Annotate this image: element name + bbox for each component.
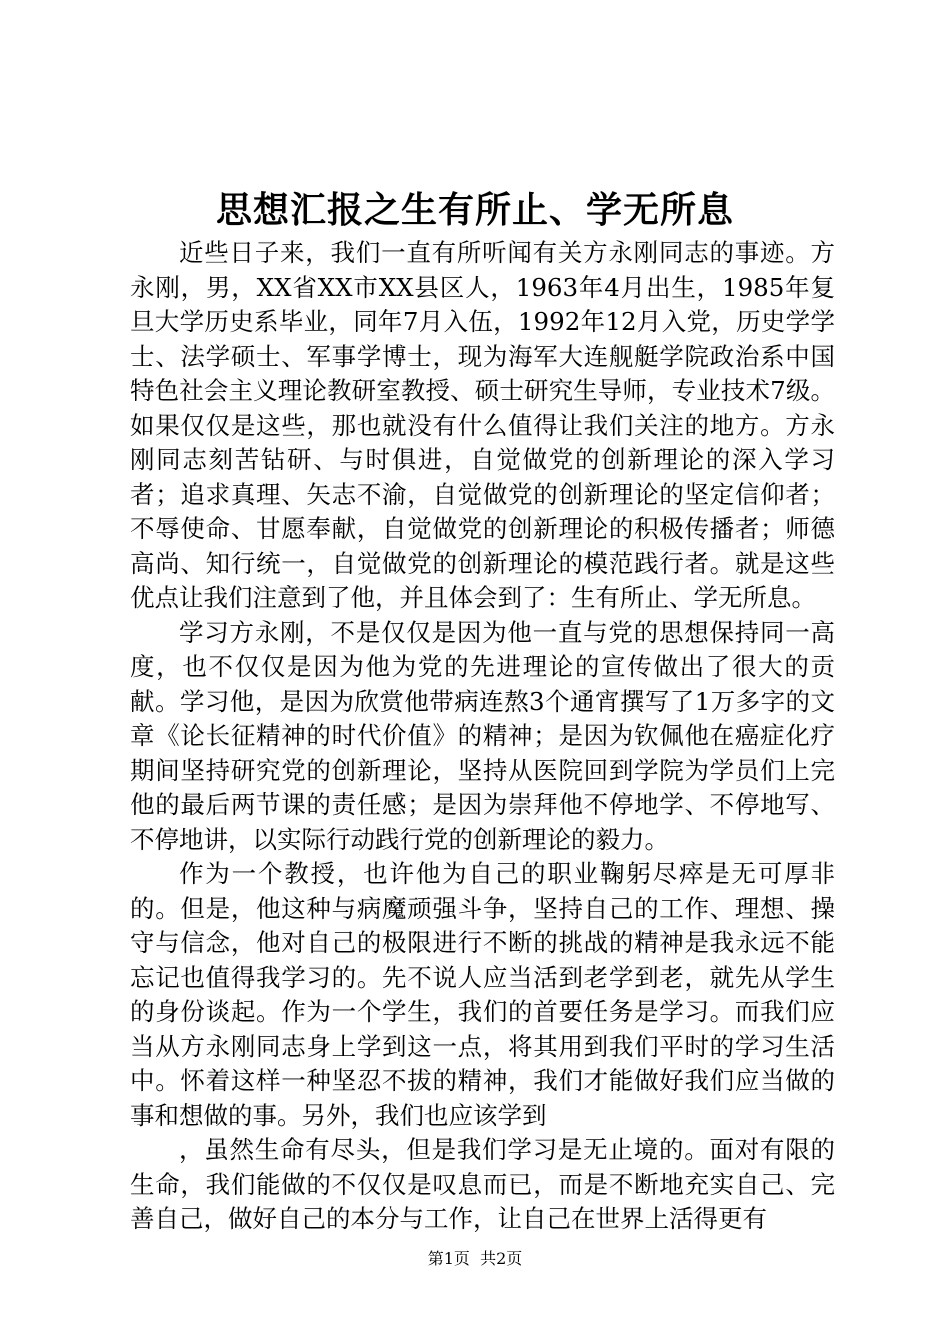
paragraph: 作为一个教授，也许他为自己的职业鞠躬尽瘁是无可厚非的。但是，他这种与病魔顽强斗争，坚持自己的工作、理想、操守与信念，他对自己的极限进行不断的挑战的精神是我永远不能忘记也值得我学习的。先不说人应当活到老学到老，就先从学生的身份谈起。作为一个学生，我们的首要任务是学习。而我们应当从方永刚同志身上学到这一点，将其用到我们平时的学习生活中。怀着这样一种坚忍不拔的精神，我们才能做好我们应当做的事和想做的事。另外，我们也应该学到	[130, 859, 835, 1130]
document-body	[130, 236, 835, 1237]
paragraph: 近些日子来，我们一直有所听闻有关方永刚同志的事迹。方永刚，男，XX省XX市XX县区人，1963年4月出生，1985年复旦大学历史系毕业，同年7月入伍，1992年12月入党，历史学学士、法学硕士、军事学博士，现为海军大连舰艇学院政治系中国特色社会主义理论教研室教授、硕士研究生导师，专业技术7级。如果仅仅是这些，那也就没有什么值得让我们关注的地方。方永刚同志刻苦钻研、与时俱进，自觉做党的创新理论的深入学习者；追求真理、矢志不渝，自觉做党的创新理论的坚定信仰者；不辱使命、甘愿奉献，自觉做党的创新理论的积极传播者；师德高尚、知行统一，自觉做党的创新理论的模范践行者。就是这些优点让我们注意到了他，并且体会到了：生有所止、学无所息。	[130, 238, 835, 612]
page-total: 共2页	[480, 1249, 523, 1268]
paragraph: ，虽然生命有尽头，但是我们学习是无止境的。面对有限的生命，我们能做的不仅仅是叹息而已，而是不断地充实自己、完善自己，做好自己的本分与工作，让自己在世界上活得更有	[130, 1135, 835, 1233]
page-footer	[0, 1249, 950, 1269]
page-number: 第1页	[427, 1249, 470, 1268]
document-title: 思想汇报之生有所止、学无所息	[215, 189, 734, 231]
paragraph: 学习方永刚，不是仅仅是因为他一直与党的思想保持同一高度，也不仅仅是因为他为党的先进理论的宣传做出了很大的贡献。学习他，是因为欣赏他带病连熬3个通宵撰写了1万多字的文章《论长征精神的时代价值》的精神；是因为钦佩他在癌症化疗期间坚持研究党的创新理论，坚持从医院回到学院为学员们上完他的最后两节课的责任感；是因为崇拜他不停地学、不停地写、不停地讲，以实际行动践行党的创新理论的毅力。	[130, 617, 835, 854]
